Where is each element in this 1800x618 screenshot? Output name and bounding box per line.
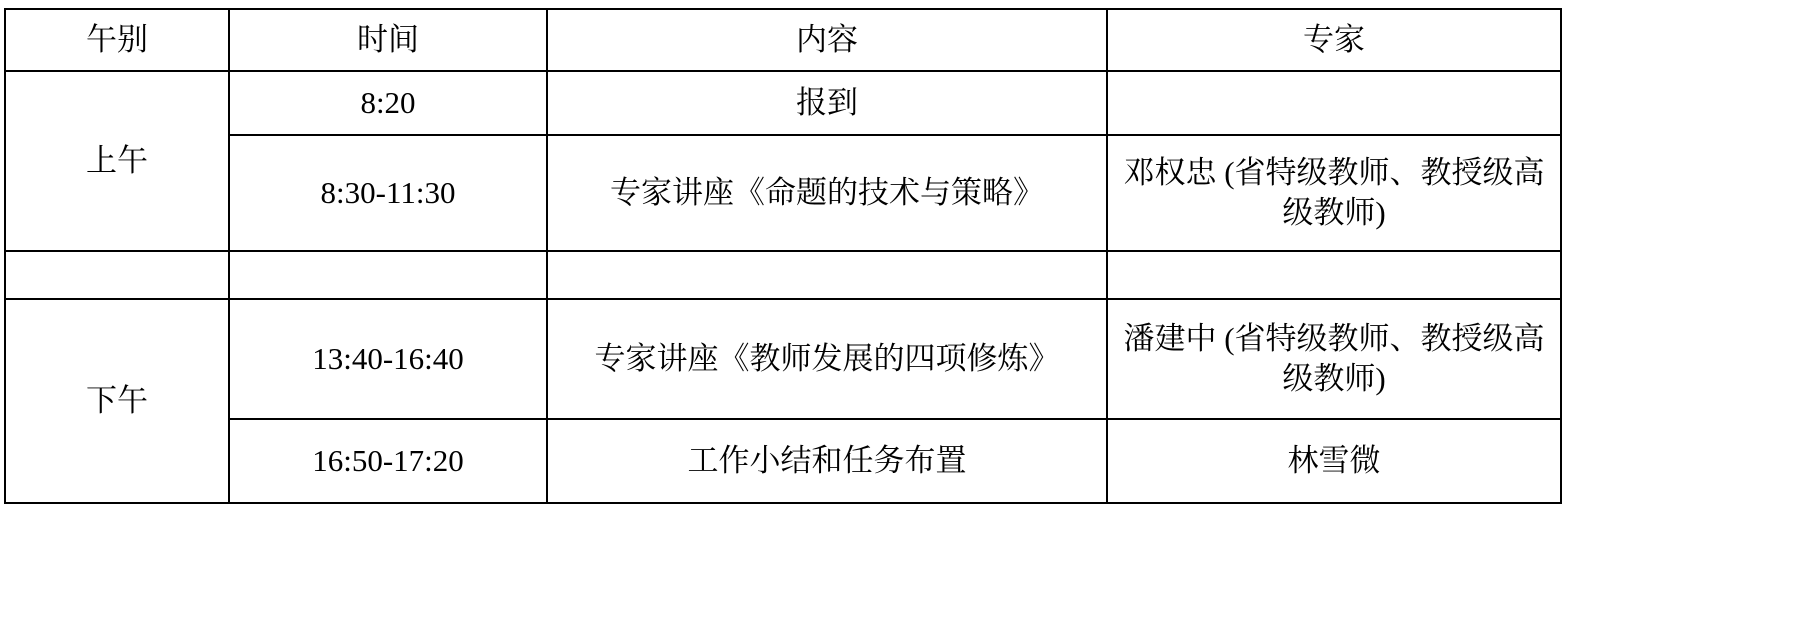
table-row — [5, 419, 1561, 503]
cell-content-morning-1: 报到 — [547, 71, 1107, 135]
table-row — [5, 299, 1561, 419]
header-time: 时间 — [229, 9, 547, 71]
table-row — [5, 71, 1561, 135]
cell-spacer-content — [547, 251, 1107, 299]
table-row — [5, 135, 1561, 251]
cell-spacer-expert — [1107, 251, 1561, 299]
header-content: 内容 — [547, 9, 1107, 71]
cell-time-afternoon-1: 13:40-16:40 — [229, 299, 547, 419]
cell-expert-morning-2: 邓权忠 (省特级教师、教授级高级教师) — [1107, 135, 1561, 251]
cell-expert-morning-1 — [1107, 71, 1561, 135]
cell-time-morning-2: 8:30-11:30 — [229, 135, 547, 251]
header-session: 午别 — [5, 9, 229, 71]
cell-content-afternoon-2: 工作小结和任务布置 — [547, 419, 1107, 503]
cell-session-morning: 上午 — [5, 71, 229, 251]
cell-session-afternoon: 下午 — [5, 299, 229, 503]
table-header-row — [5, 9, 1561, 71]
cell-expert-afternoon-1: 潘建中 (省特级教师、教授级高级教师) — [1107, 299, 1561, 419]
table-spacer-row — [5, 251, 1561, 299]
header-expert: 专家 — [1107, 9, 1561, 71]
document-page — [0, 8, 1800, 618]
schedule-table — [4, 8, 1562, 504]
cell-spacer-time — [229, 251, 547, 299]
cell-content-afternoon-1: 专家讲座《教师发展的四项修炼》 — [547, 299, 1107, 419]
cell-time-afternoon-2: 16:50-17:20 — [229, 419, 547, 503]
cell-spacer-session — [5, 251, 229, 299]
cell-content-morning-2: 专家讲座《命题的技术与策略》 — [547, 135, 1107, 251]
cell-expert-afternoon-2: 林雪微 — [1107, 419, 1561, 503]
cell-time-morning-1: 8:20 — [229, 71, 547, 135]
